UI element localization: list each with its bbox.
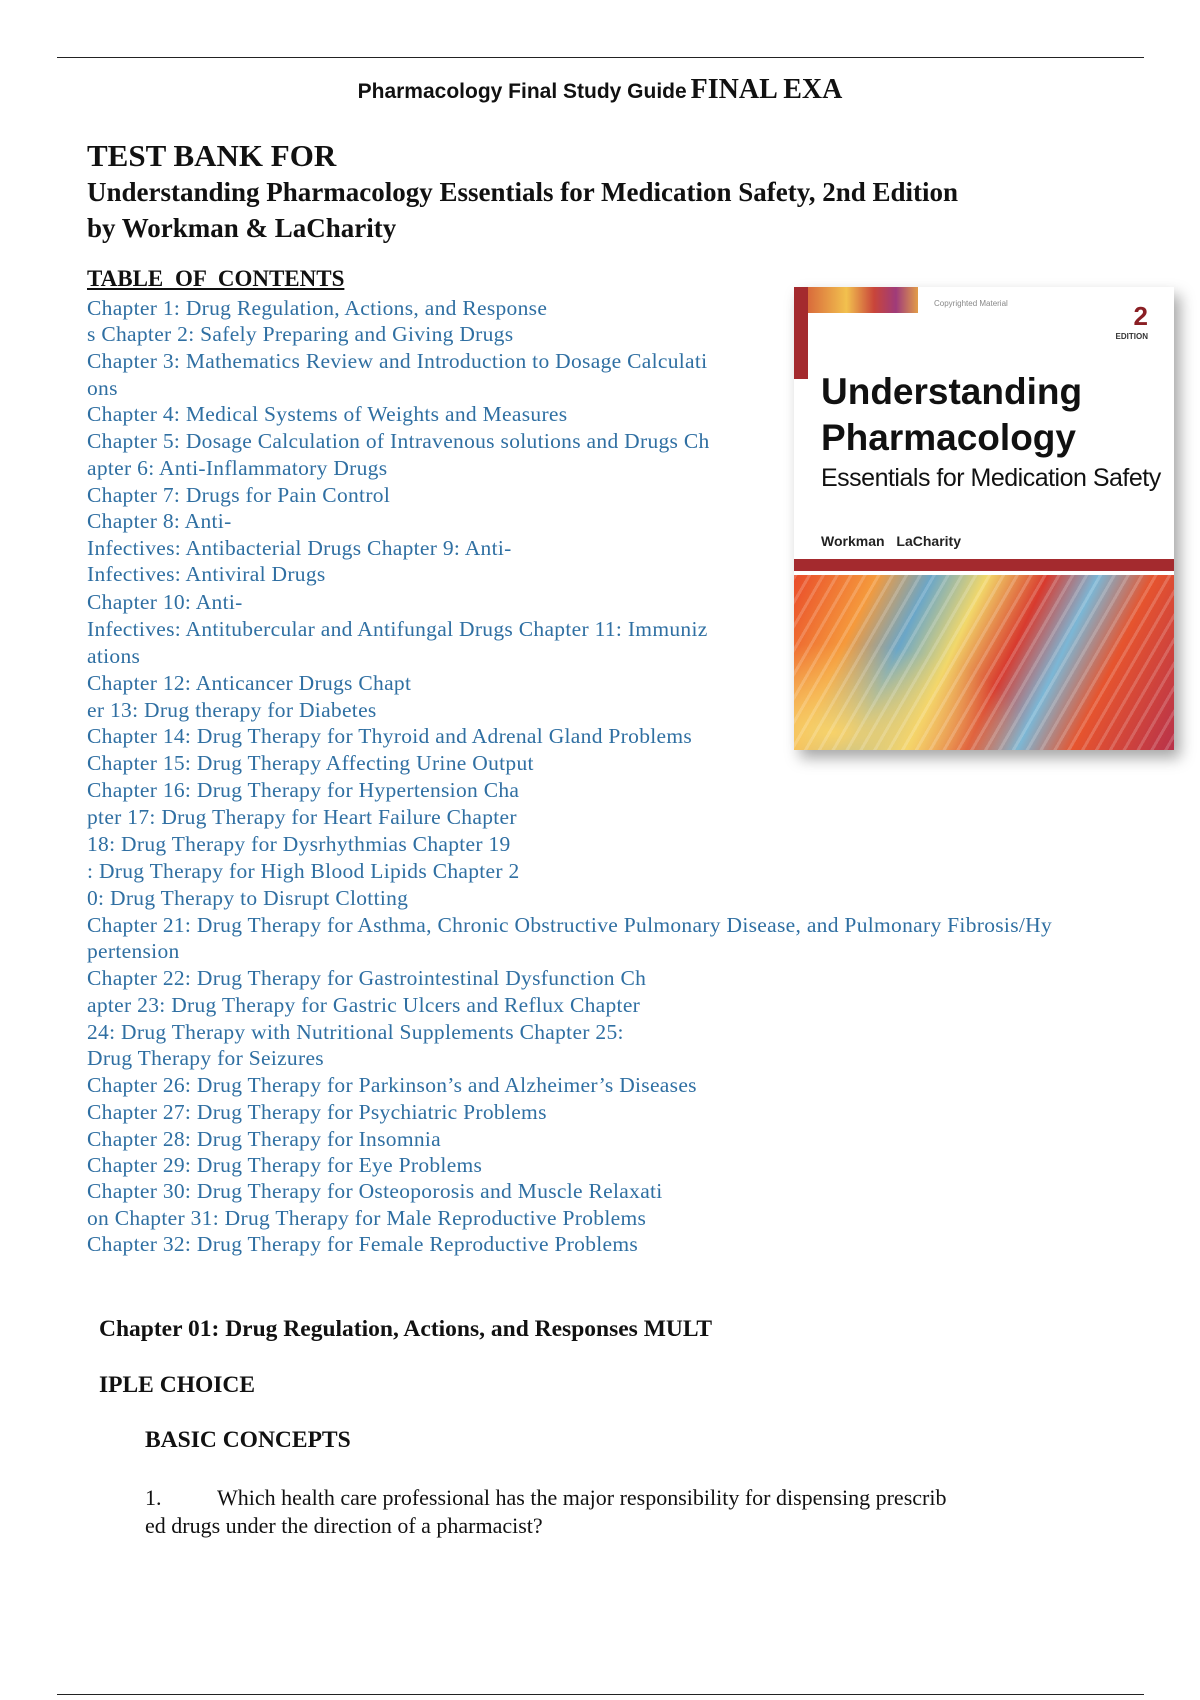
toc-line[interactable]: er 13: Drug therapy for Diabetes (87, 698, 377, 722)
toc-line[interactable]: Chapter 4: Medical Systems of Weights and Measures (87, 402, 568, 426)
toc-line[interactable]: Chapter 30: Drug Therapy for Osteoporosis and Muscle Relaxati (87, 1179, 663, 1203)
toc-line[interactable]: 18: Drug Therapy for Dysrhythmias Chapter 19 (87, 832, 511, 856)
cover-band (794, 559, 1174, 571)
toc-line[interactable]: Chapter 21: Drug Therapy for Asthma, Chronic Obstructive Pulmonary Disease, and Pulmonary Fibrosis/Hy (87, 913, 1053, 937)
toc-line[interactable]: ations (87, 644, 141, 668)
section-heading: BASIC CONCEPTS (145, 1427, 351, 1453)
toc-line[interactable]: Infectives: Antitubercular and Antifungal Drugs Chapter 11: Immuniz (87, 617, 708, 641)
toc-line[interactable]: on Chapter 31: Drug Therapy for Male Reproductive Problems (87, 1206, 647, 1230)
toc-line[interactable]: Infectives: Antiviral Drugs (87, 562, 326, 586)
toc-line[interactable]: Chapter 14: Drug Therapy for Thyroid and Adrenal Gland Problems (87, 724, 693, 748)
chapter-heading-line-1: Chapter 01: Drug Regulation, Actions, and Responses MULT (99, 1316, 713, 1342)
cover-edition-label: EDITION (1115, 332, 1148, 341)
toc-line[interactable]: apter 6: Anti-Inflammatory Drugs (87, 456, 388, 480)
cover-title-line-1: Understanding (821, 371, 1083, 412)
cover-title (821, 369, 1082, 461)
toc-line[interactable]: Chapter 10: Anti- (87, 590, 243, 614)
header-sans-text: Pharmacology Final Study Guide (357, 80, 687, 103)
document-title (87, 138, 958, 246)
title-line-3: by Workman & LaCharity (87, 213, 397, 243)
question-text-line-2: ed drugs under the direction of a pharmacist? (145, 1513, 543, 1538)
toc-line[interactable]: ons (87, 376, 118, 400)
question-1 (145, 1484, 946, 1540)
chapter-heading-line-2: IPLE CHOICE (99, 1372, 256, 1398)
toc-line[interactable]: Chapter 1: Drug Regulation, Actions, and Response (87, 296, 548, 320)
toc-line[interactable]: Chapter 29: Drug Therapy for Eye Problems (87, 1153, 483, 1177)
toc-line[interactable]: apter 23: Drug Therapy for Gastric Ulcers and Reflux Chapter (87, 993, 641, 1017)
toc-line[interactable]: Chapter 28: Drug Therapy for Insomnia (87, 1127, 442, 1151)
toc-line[interactable]: Chapter 32: Drug Therapy for Female Reproductive Problems (87, 1232, 639, 1256)
toc-line[interactable]: Chapter 22: Drug Therapy for Gastrointestinal Dysfunction Ch (87, 966, 647, 990)
cover-title-line-2: Pharmacology (821, 417, 1076, 458)
question-number: 1. (145, 1485, 162, 1510)
cover-spine (794, 287, 808, 379)
cover-subtitle: Essentials for Medication Safety (821, 464, 1161, 492)
toc-line[interactable]: pertension (87, 939, 180, 963)
toc-line[interactable]: : Drug Therapy for High Blood Lipids Chapter 2 (87, 859, 520, 883)
toc-line[interactable]: 24: Drug Therapy with Nutritional Supplements Chapter 25: (87, 1020, 624, 1044)
cover-artwork (794, 575, 1174, 750)
cover-top-strip (808, 287, 918, 313)
toc-heading: TABLE OF CONTENTS (87, 266, 345, 291)
toc-line[interactable]: Drug Therapy for Seizures (87, 1046, 324, 1070)
book-cover-image (794, 287, 1174, 750)
toc-line[interactable]: Chapter 5: Dosage Calculation of Intravenous solutions and Drugs Ch (87, 429, 710, 453)
toc-line[interactable]: Chapter 15: Drug Therapy Affecting Urine Output (87, 751, 534, 775)
toc-line[interactable]: Chapter 3: Mathematics Review and Introduction to Dosage Calculati (87, 349, 708, 373)
toc-line[interactable]: pter 17: Drug Therapy for Heart Failure Chapter (87, 805, 517, 829)
top-rule (57, 57, 1144, 58)
title-line-2: Understanding Pharmacology Essentials for Medication Safety, 2nd Edition (87, 177, 959, 207)
cover-authors: Workman LaCharity (821, 533, 961, 549)
toc-line[interactable]: Infectives: Antibacterial Drugs Chapter 9: Anti- (87, 536, 512, 560)
toc-line[interactable]: Chapter 26: Drug Therapy for Parkinson’s and Alzheimer’s Diseases (87, 1073, 697, 1097)
toc-line[interactable]: Chapter 8: Anti- (87, 509, 232, 533)
bottom-rule (57, 1694, 1144, 1695)
page-header (0, 74, 1200, 106)
header-serif-text: FINAL EXA (690, 74, 843, 105)
toc-line[interactable]: Chapter 12: Anticancer Drugs Chapt (87, 671, 412, 695)
toc-line[interactable]: Chapter 27: Drug Therapy for Psychiatric Problems (87, 1100, 547, 1124)
question-text-line-1: Which health care professional has the major responsibility for dispensing prescrib (217, 1485, 947, 1510)
cover-edition-number: 2 (1133, 301, 1148, 331)
cover-copyright-mark: Copyrighted Material (934, 299, 1008, 308)
title-line-1: TEST BANK FOR (87, 138, 337, 173)
toc-line[interactable]: Chapter 7: Drugs for Pain Control (87, 483, 391, 507)
toc-line[interactable]: s Chapter 2: Safely Preparing and Giving Drugs (87, 322, 514, 346)
toc-line[interactable]: Chapter 16: Drug Therapy for Hypertension Cha (87, 778, 520, 802)
toc-line[interactable]: 0: Drug Therapy to Disrupt Clotting (87, 886, 409, 910)
